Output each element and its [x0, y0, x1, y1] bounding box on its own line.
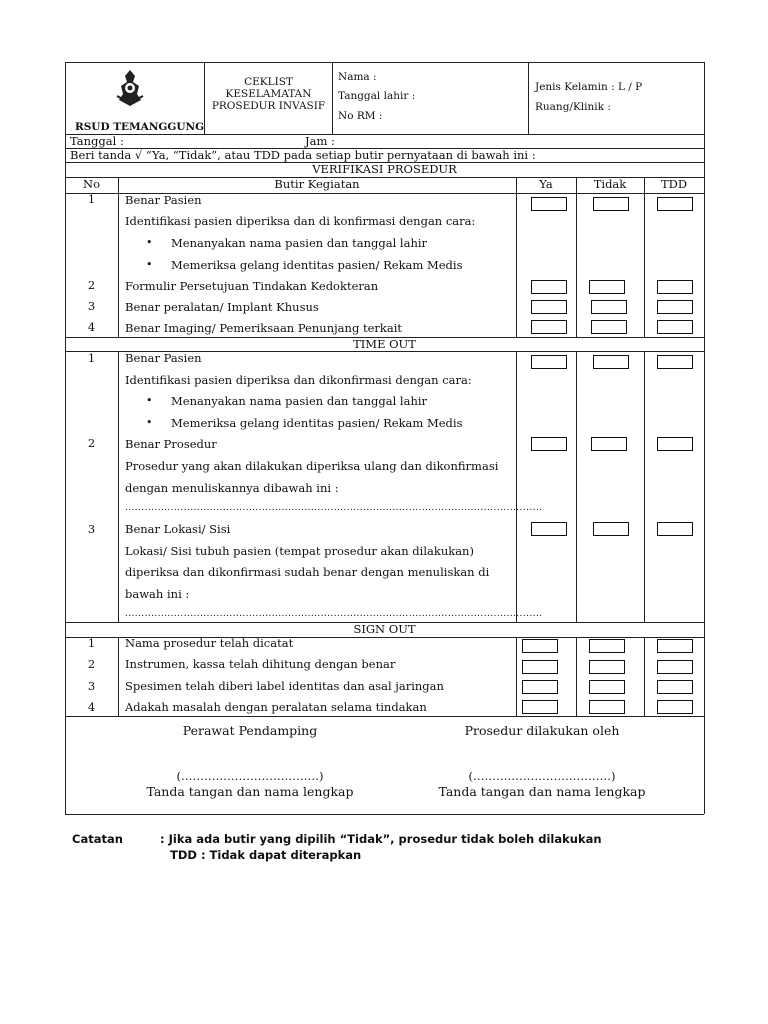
jam-field[interactable]: Jam : [305, 134, 335, 148]
item-number: 2 [87, 278, 96, 292]
tanggal-field[interactable]: Tanggal : [70, 134, 124, 148]
no-rm-field[interactable]: No RM : [338, 110, 383, 122]
signature-left-caption: Tanda tangan dan nama lengkap [146, 784, 354, 799]
checkbox-ya[interactable] [531, 300, 567, 314]
checkbox-tdd[interactable] [657, 300, 693, 314]
item-bullet: Menanyakan nama pasien dan tanggal lahir [171, 236, 428, 250]
checkbox-ya[interactable] [522, 639, 558, 653]
checkbox-tidak[interactable] [593, 355, 629, 369]
write-in-line[interactable]: ................................................................................................................................ [125, 609, 543, 619]
nama-field[interactable]: Nama : [338, 71, 377, 83]
tanggal-lahir-field[interactable]: Tanggal lahir : [338, 90, 416, 102]
section-title-signout: SIGN OUT [353, 622, 416, 636]
signature-left-line[interactable]: (………………………………) [176, 769, 324, 783]
checkbox-tidak[interactable] [589, 660, 625, 674]
item-number: 2 [87, 657, 96, 671]
column-header-no: No [83, 177, 100, 191]
checkbox-ya[interactable] [522, 680, 558, 694]
checkbox-tdd[interactable] [657, 197, 693, 211]
item-title: Benar Prosedur [125, 437, 217, 451]
item-title: Formulir Persetujuan Tindakan Kedokteran [125, 279, 379, 293]
signature-right-title: Prosedur dilakukan oleh [464, 723, 620, 738]
checkbox-tidak[interactable] [591, 437, 627, 451]
checkbox-ya[interactable] [522, 700, 558, 714]
form-title-line1: CEKLIST [244, 76, 293, 88]
ruang-klinik-field[interactable]: Ruang/Klinik : [535, 101, 611, 113]
form-title-line2: KESELAMATAN [225, 88, 312, 100]
checkbox-tidak[interactable] [591, 300, 627, 314]
notes-line2: TDD : Tidak dapat diterapkan [170, 848, 362, 862]
item-title: Benar Lokasi/ Sisi [125, 522, 231, 536]
item-number: 3 [87, 679, 96, 693]
checkbox-tidak[interactable] [589, 700, 625, 714]
section-title-timeout: TIME OUT [353, 337, 416, 351]
item-desc: Identifikasi pasien diperiksa dan di konfirmasi dengan cara: [125, 214, 476, 228]
signature-right-caption: Tanda tangan dan nama lengkap [438, 784, 646, 799]
item-number: 3 [87, 299, 96, 313]
signature-right-line[interactable]: (………………………………) [468, 769, 616, 783]
bullet-icon: • [146, 258, 153, 271]
item-title: Nama prosedur telah dicatat [125, 636, 294, 650]
column-header-ya: Ya [539, 177, 553, 191]
hospital-logo [113, 68, 147, 108]
notes-label: Catatan [72, 832, 123, 846]
bullet-icon: • [146, 236, 153, 249]
checkbox-ya[interactable] [531, 280, 567, 294]
item-number: 1 [87, 636, 96, 650]
checkbox-ya[interactable] [531, 437, 567, 451]
item-title: Benar Pasien [125, 193, 202, 207]
item-number: 2 [87, 436, 96, 450]
item-title: Instrumen, kassa telah dihitung dengan benar [125, 657, 396, 671]
item-desc: Identifikasi pasien diperiksa dan dikonfirmasi dengan cara: [125, 373, 472, 387]
checkbox-tdd[interactable] [657, 639, 693, 653]
item-bullet: Memeriksa gelang identitas pasien/ Rekam Medis [171, 416, 463, 430]
item-number: 3 [87, 522, 96, 536]
checkbox-ya[interactable] [531, 197, 567, 211]
item-desc: bawah ini : [125, 587, 190, 601]
section-title-verifikasi: VERIFIKASI PROSEDUR [312, 162, 457, 176]
checkbox-ya[interactable] [531, 355, 567, 369]
item-title: Adakah masalah dengan peralatan selama tindakan [125, 700, 427, 714]
checkbox-tidak[interactable] [589, 639, 625, 653]
item-desc: Lokasi/ Sisi tubuh pasien (tempat prosedur akan dilakukan) [125, 544, 474, 558]
bullet-icon: • [146, 416, 153, 429]
checkbox-tidak[interactable] [593, 522, 629, 536]
checkbox-tdd[interactable] [657, 660, 693, 674]
item-title: Benar Pasien [125, 351, 202, 365]
checkbox-tdd[interactable] [657, 355, 693, 369]
jenis-kelamin-field[interactable]: Jenis Kelamin : L / P [535, 81, 643, 93]
instruction-text: Beri tanda √ “Ya, “Tidak”, atau TDD pada setiap butir pernyataan di bawah ini : [70, 148, 536, 162]
form-title-line3: PROSEDUR INVASIF [211, 100, 326, 112]
checkbox-tidak[interactable] [589, 680, 625, 694]
item-number: 4 [87, 320, 96, 334]
checkbox-tidak[interactable] [589, 280, 625, 294]
checkbox-tdd[interactable] [657, 320, 693, 334]
checkbox-tdd[interactable] [657, 280, 693, 294]
write-in-line[interactable]: ................................................................................................................................ [125, 503, 543, 513]
checkbox-ya[interactable] [531, 522, 567, 536]
signature-left-title: Perawat Pendamping [182, 723, 318, 738]
item-bullet: Menanyakan nama pasien dan tanggal lahir [171, 394, 428, 408]
item-title: Benar Imaging/ Pemeriksaan Penunjang terkait [125, 321, 403, 335]
checkbox-tidak[interactable] [593, 197, 629, 211]
item-number: 4 [87, 700, 96, 714]
item-title: Spesimen telah diberi label identitas dan asal jaringan [125, 679, 444, 693]
item-desc: Prosedur yang akan dilakukan diperiksa ulang dan dikonfirmasi [125, 459, 499, 473]
item-number: 1 [87, 192, 96, 206]
column-header-tdd: TDD [660, 177, 688, 191]
checkbox-tdd[interactable] [657, 680, 693, 694]
item-desc: dengan menuliskannya dibawah ini : [125, 481, 339, 495]
item-desc: diperiksa dan dikonfirmasi sudah benar dengan menuliskan di [125, 565, 490, 579]
notes-line1: : Jika ada butir yang dipilih “Tidak”, prosedur tidak boleh dilakukan [160, 832, 602, 846]
checkbox-tdd[interactable] [657, 700, 693, 714]
checkbox-tidak[interactable] [591, 320, 627, 334]
checkbox-ya[interactable] [522, 660, 558, 674]
column-header-butir: Butir Kegiatan [274, 177, 360, 191]
column-header-tidak: Tidak [593, 177, 627, 191]
item-title: Benar peralatan/ Implant Khusus [125, 300, 319, 314]
checkbox-tdd[interactable] [657, 522, 693, 536]
checkbox-ya[interactable] [531, 320, 567, 334]
bullet-icon: • [146, 394, 153, 407]
hospital-name: RSUD TEMANGGUNG [75, 121, 205, 133]
item-bullet: Memeriksa gelang identitas pasien/ Rekam Medis [171, 258, 463, 272]
checkbox-tdd[interactable] [657, 437, 693, 451]
item-number: 1 [87, 351, 96, 365]
